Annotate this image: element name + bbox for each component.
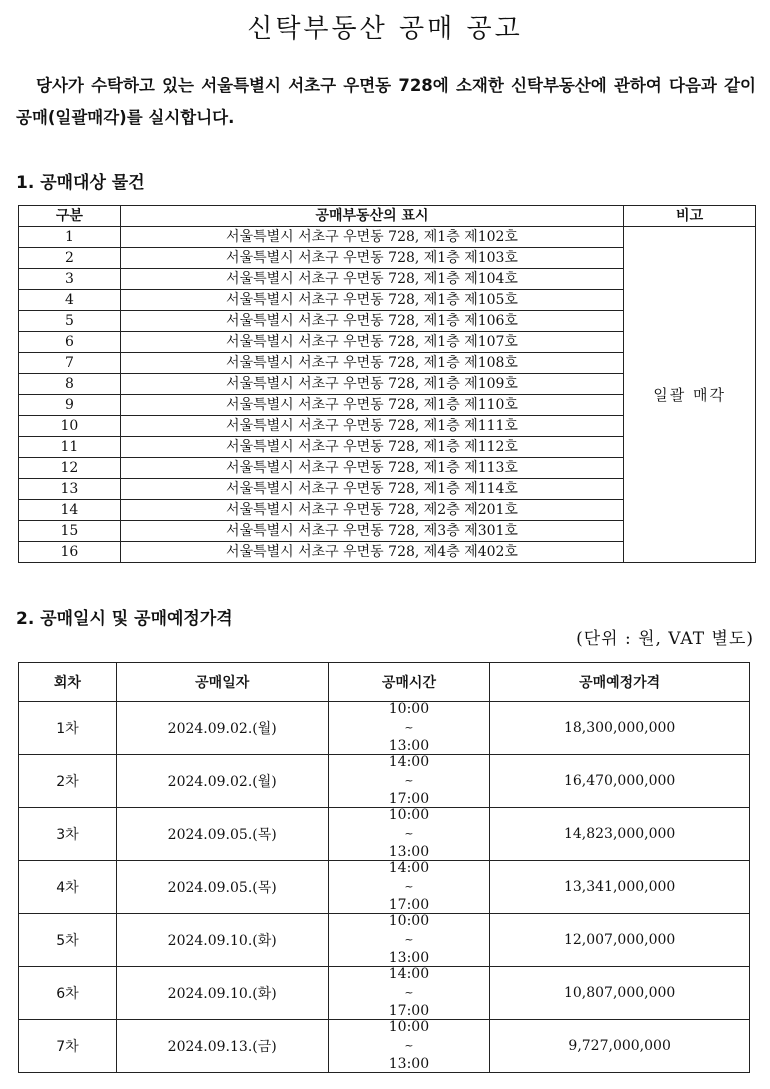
- time-end: 13:00: [388, 738, 430, 754]
- section-heading-targets: 1. 공매대상 물건: [16, 173, 145, 193]
- property-address: 서울특별시 서초구 우면동 728, 제1층 제108호: [120, 353, 623, 374]
- time-end: 13:00: [388, 1056, 430, 1072]
- row-number: 2: [19, 248, 121, 269]
- round-label: 2차: [19, 755, 117, 808]
- table-row: [19, 227, 756, 248]
- round-label: 4차: [19, 861, 117, 914]
- property-address: 서울특별시 서초구 우면동 728, 제1층 제112호: [120, 437, 623, 458]
- property-address: 서울특별시 서초구 우면동 728, 제1층 제103호: [120, 248, 623, 269]
- time-separator: ~: [404, 827, 414, 840]
- time-separator: ~: [404, 933, 414, 946]
- sale-time: [328, 914, 490, 967]
- property-address: 서울특별시 서초구 우면동 728, 제1층 제105호: [120, 290, 623, 311]
- column-header-time: 공매시간: [328, 663, 490, 702]
- property-table-body: [19, 227, 756, 563]
- time-start: 10:00: [388, 701, 430, 717]
- column-header-no: 구분: [19, 206, 121, 227]
- property-address: 서울특별시 서초구 우면동 728, 제2층 제201호: [120, 500, 623, 521]
- sale-time: [328, 861, 490, 914]
- property-address: 서울특별시 서초구 우면동 728, 제1층 제102호: [120, 227, 623, 248]
- time-start: 14:00: [388, 966, 430, 982]
- time-start: 14:00: [388, 860, 430, 876]
- table-row: [19, 861, 750, 914]
- table-row: [19, 808, 750, 861]
- sale-time: [328, 702, 490, 755]
- time-start: 10:00: [388, 807, 430, 823]
- table-row: [19, 755, 750, 808]
- property-address: 서울특별시 서초구 우면동 728, 제3층 제301호: [120, 521, 623, 542]
- reserve-price: 18,300,000,000: [490, 702, 750, 755]
- row-number: 16: [19, 542, 121, 563]
- row-number: 6: [19, 332, 121, 353]
- row-number: 15: [19, 521, 121, 542]
- time-separator: ~: [404, 1039, 414, 1052]
- time-start: 14:00: [388, 754, 430, 770]
- row-number: 10: [19, 416, 121, 437]
- reserve-price: 13,341,000,000: [490, 861, 750, 914]
- row-number: 4: [19, 290, 121, 311]
- section-heading-schedule: 2. 공매일시 및 공매예정가격: [16, 609, 233, 629]
- round-label: 1차: [19, 702, 117, 755]
- unit-note: (단위 : 원, VAT 별도): [576, 629, 754, 649]
- time-end: 13:00: [388, 844, 430, 860]
- round-label: 7차: [19, 1020, 117, 1073]
- column-header-note: 비고: [624, 206, 756, 227]
- time-start: 10:00: [388, 1019, 430, 1035]
- time-start: 10:00: [388, 913, 430, 929]
- time-separator: ~: [404, 880, 414, 893]
- round-label: 5차: [19, 914, 117, 967]
- time-separator: ~: [404, 721, 414, 734]
- table-row: [19, 702, 750, 755]
- table-row: [19, 1020, 750, 1073]
- sale-date: 2024.09.05.(목): [116, 808, 328, 861]
- row-number: 8: [19, 374, 121, 395]
- round-label: 6차: [19, 967, 117, 1020]
- reserve-price: 12,007,000,000: [490, 914, 750, 967]
- property-address: 서울특별시 서초구 우면동 728, 제1층 제111호: [120, 416, 623, 437]
- time-end: 13:00: [388, 950, 430, 966]
- property-address: 서울특별시 서초구 우면동 728, 제1층 제106호: [120, 311, 623, 332]
- note-bulk-sale: 일괄 매각: [624, 227, 756, 563]
- row-number: 14: [19, 500, 121, 521]
- time-end: 17:00: [388, 791, 430, 807]
- reserve-price: 9,727,000,000: [490, 1020, 750, 1073]
- schedule-table-body: [19, 702, 750, 1073]
- reserve-price: 14,823,000,000: [490, 808, 750, 861]
- time-end: 17:00: [388, 1003, 430, 1019]
- property-table: [18, 205, 756, 563]
- row-number: 13: [19, 479, 121, 500]
- table-row: [19, 967, 750, 1020]
- table-row: [19, 914, 750, 967]
- row-number: 3: [19, 269, 121, 290]
- time-separator: ~: [404, 986, 414, 999]
- sale-date: 2024.09.02.(월): [116, 755, 328, 808]
- property-address: 서울특별시 서초구 우면동 728, 제4층 제402호: [120, 542, 623, 563]
- column-header-date: 공매일자: [116, 663, 328, 702]
- sale-date: 2024.09.02.(월): [116, 702, 328, 755]
- property-address: 서울특별시 서초구 우면동 728, 제1층 제114호: [120, 479, 623, 500]
- time-separator: ~: [404, 774, 414, 787]
- sale-time: [328, 808, 490, 861]
- row-number: 1: [19, 227, 121, 248]
- column-header-round: 회차: [19, 663, 117, 702]
- reserve-price: 16,470,000,000: [490, 755, 750, 808]
- sale-time: [328, 755, 490, 808]
- property-address: 서울특별시 서초구 우면동 728, 제1층 제109호: [120, 374, 623, 395]
- sale-date: 2024.09.13.(금): [116, 1020, 328, 1073]
- round-label: 3차: [19, 808, 117, 861]
- row-number: 5: [19, 311, 121, 332]
- sale-date: 2024.09.10.(화): [116, 967, 328, 1020]
- sale-date: 2024.09.05.(목): [116, 861, 328, 914]
- row-number: 12: [19, 458, 121, 479]
- row-number: 7: [19, 353, 121, 374]
- sale-time: [328, 1020, 490, 1073]
- property-address: 서울특별시 서초구 우면동 728, 제1층 제113호: [120, 458, 623, 479]
- intro-paragraph: 당사가 수탁하고 있는 서울특별시 서초구 우면동 728에 소재한 신탁부동산에 관하여 다음과 같이 공매(일괄매각)를 실시합니다.: [16, 76, 756, 127]
- property-address: 서울특별시 서초구 우면동 728, 제1층 제110호: [120, 395, 623, 416]
- column-header-address: 공매부동산의 표시: [120, 206, 623, 227]
- sale-date: 2024.09.10.(화): [116, 914, 328, 967]
- row-number: 9: [19, 395, 121, 416]
- row-number: 11: [19, 437, 121, 458]
- sale-time: [328, 967, 490, 1020]
- schedule-table: [18, 662, 750, 1073]
- property-table-header: [19, 206, 756, 227]
- time-end: 17:00: [388, 897, 430, 913]
- column-header-price: 공매예정가격: [490, 663, 750, 702]
- property-address: 서울특별시 서초구 우면동 728, 제1층 제104호: [120, 269, 623, 290]
- page-title: 신탁부동산 공매 공고: [247, 14, 523, 44]
- reserve-price: 10,807,000,000: [490, 967, 750, 1020]
- property-address: 서울특별시 서초구 우면동 728, 제1층 제107호: [120, 332, 623, 353]
- schedule-table-header: [19, 663, 750, 702]
